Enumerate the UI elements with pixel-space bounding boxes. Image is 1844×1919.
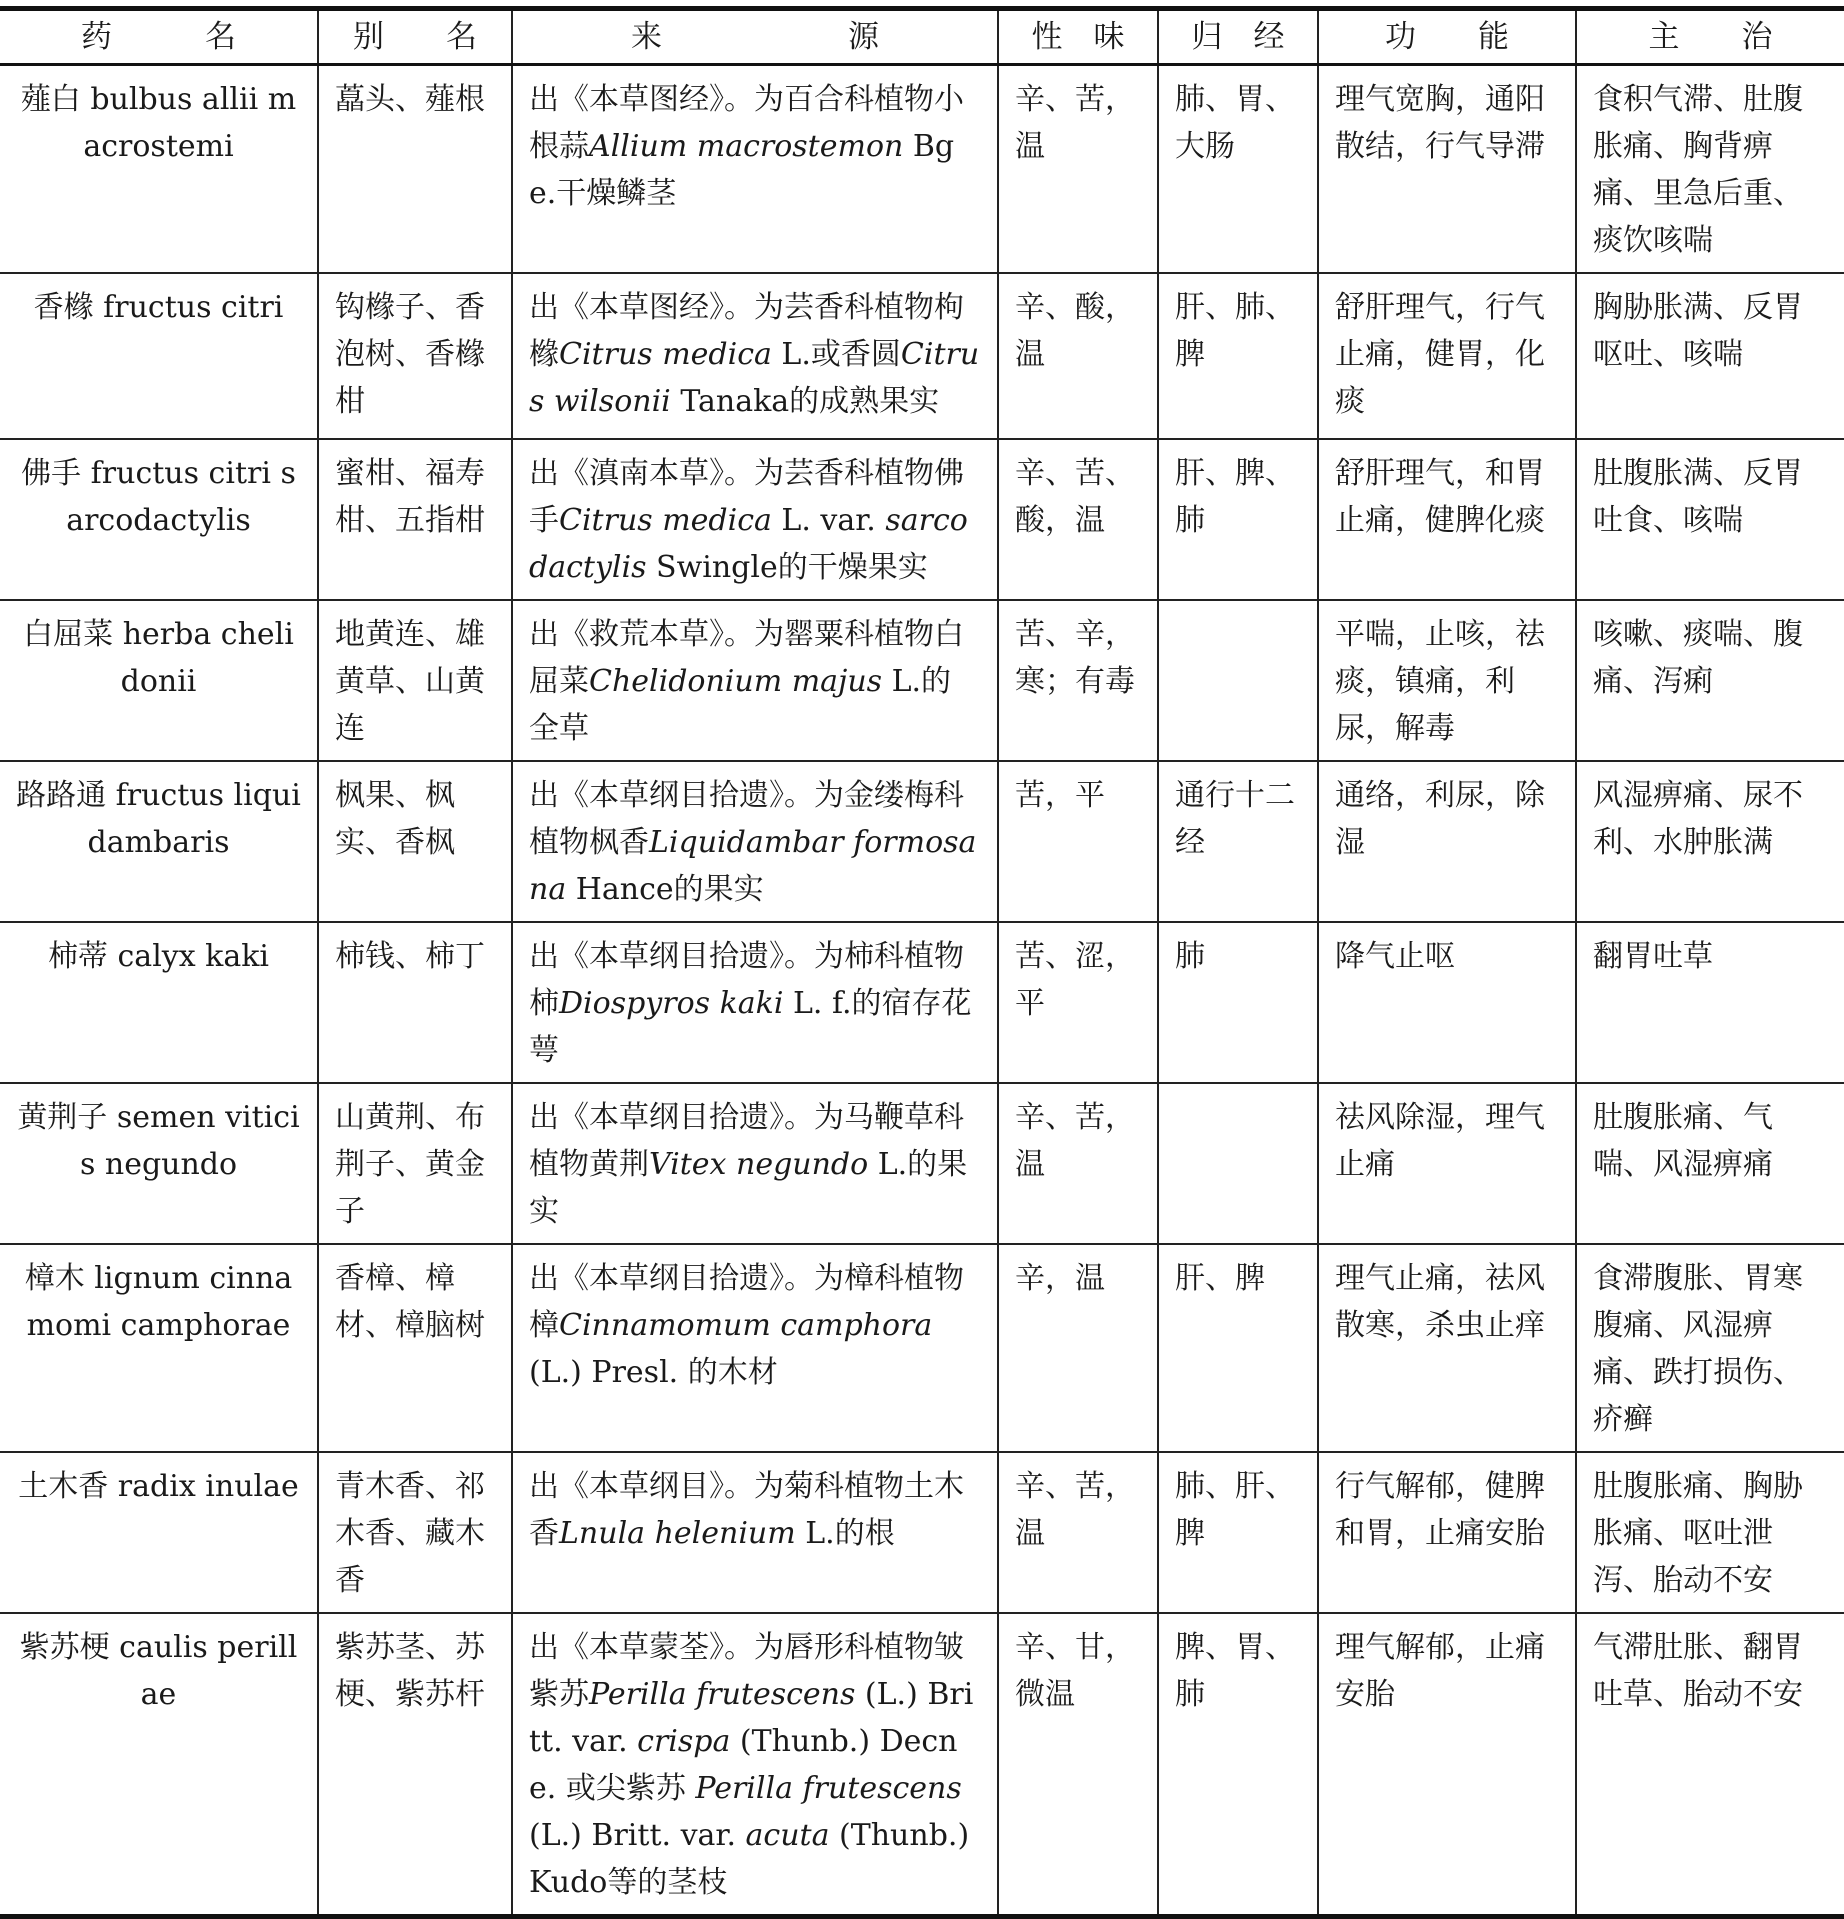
source-text: L.的全草 <box>529 664 952 746</box>
drug-name-latin: caulis perillae <box>119 1630 298 1712</box>
source-binomial: Citrus medica <box>559 337 772 372</box>
source-text: (Thunb.) Decne. 或尖紫苏 <box>529 1724 958 1806</box>
herb-table <box>0 6 1844 1919</box>
cell-nature-flavor: 辛、苦，温 <box>998 1452 1158 1613</box>
cell-nature-flavor: 辛、苦、酸，温 <box>998 439 1158 600</box>
cell-alias: 山黄荆、布荆子、黄金子 <box>318 1083 512 1244</box>
cell-function: 祛风除湿，理气止痛 <box>1318 1083 1576 1244</box>
cell-indication: 肚腹胀痛、胸胁胀痛、呕吐泄泻、胎动不安 <box>1576 1452 1844 1613</box>
table-row <box>0 273 1844 439</box>
source-text: Swingle的干燥果实 <box>646 550 928 585</box>
header-alias: 别 名 <box>318 9 512 65</box>
source-binomial: Cinnamomum camphora <box>559 1308 933 1343</box>
drug-name-chinese: 柿蒂 <box>47 939 108 974</box>
source-text: L. f.的宿存花萼 <box>529 986 972 1068</box>
cell-function: 行气解郁，健脾和胃，止痛安胎 <box>1318 1452 1576 1613</box>
cell-meridian: 肺、肝、脾 <box>1158 1452 1318 1613</box>
cell-alias: 蜜柑、福寿柑、五指柑 <box>318 439 512 600</box>
header-nature-flavor: 性 味 <box>998 9 1158 65</box>
source-text: Hance的果实 <box>566 872 764 907</box>
source-text: 出《本草纲目拾遗》。为樟科植物樟 <box>529 1261 964 1343</box>
source-text: 出《本草图经》。为百合科植物小根蒜 <box>529 82 964 164</box>
cell-drug-name <box>0 1083 318 1244</box>
table-row <box>0 761 1844 922</box>
cell-alias: 枫果、枫实、香枫 <box>318 761 512 922</box>
cell-meridian: 通行十二经 <box>1158 761 1318 922</box>
table-body <box>0 65 1844 1917</box>
cell-meridian <box>1158 1083 1318 1244</box>
drug-name-latin: calyx kaki <box>117 939 270 974</box>
drug-name-latin: radix inulae <box>117 1469 299 1504</box>
drug-name-latin: fructus citri <box>103 290 284 325</box>
cell-indication: 肚腹胀满、反胃吐食、咳喘 <box>1576 439 1844 600</box>
cell-alias: 地黄连、雄黄草、山黄连 <box>318 600 512 761</box>
drug-name-chinese: 樟木 <box>24 1261 85 1296</box>
header-drug-name: 药 名 <box>0 9 318 65</box>
header-indication: 主 治 <box>1576 9 1844 65</box>
source-text: Tanaka的成熟果实 <box>670 384 940 419</box>
source-text: 出《本草蒙荃》。为唇形科植物皱紫苏 <box>529 1630 964 1712</box>
cell-source <box>512 1083 998 1244</box>
cell-function: 平喘，止咳，祛痰，镇痛，利尿，解毒 <box>1318 600 1576 761</box>
table-row <box>0 1452 1844 1613</box>
cell-meridian: 脾、胃、肺 <box>1158 1613 1318 1917</box>
cell-function: 理气宽胸，通阳散结，行气导滞 <box>1318 65 1576 274</box>
source-text: 出《滇南本草》。为芸香科植物佛手 <box>529 456 964 538</box>
source-text: 出《本草纲目拾遗》。为柿科植物柿 <box>529 939 964 1021</box>
source-text: L.的根 <box>795 1516 895 1551</box>
drug-name-latin: fructus liquidambaris <box>87 778 301 860</box>
drug-name-chinese: 佛手 <box>21 456 82 491</box>
source-binomial: Perilla frutescens <box>589 1677 856 1712</box>
cell-indication: 食滞腹胀、胃寒腹痛、风湿痹痛、跌打损伤、疥癣 <box>1576 1244 1844 1452</box>
source-binomial: Citrus medica <box>559 503 772 538</box>
drug-name-chinese: 黄荆子 <box>17 1100 108 1135</box>
cell-meridian: 肺、胃、大肠 <box>1158 65 1318 274</box>
source-text: (L.) Britt. var. <box>529 1677 974 1759</box>
drug-name-latin: bulbus allii macrostemi <box>83 82 297 164</box>
source-text: L.或香圆 <box>771 337 901 372</box>
drug-name-chinese: 香橼 <box>33 290 94 325</box>
cell-drug-name <box>0 1613 318 1917</box>
cell-source <box>512 65 998 274</box>
cell-indication: 肚腹胀痛、气喘、风湿痹痛 <box>1576 1083 1844 1244</box>
header-source: 来 源 <box>512 9 998 65</box>
cell-drug-name <box>0 600 318 761</box>
cell-meridian: 肺 <box>1158 922 1318 1083</box>
cell-meridian: 肝、脾、肺 <box>1158 439 1318 600</box>
cell-source <box>512 922 998 1083</box>
source-text: (L.) Presl. 的木材 <box>529 1355 778 1390</box>
cell-nature-flavor: 苦、辛，寒；有毒 <box>998 600 1158 761</box>
source-text: (L.) Britt. var. <box>529 1818 746 1853</box>
source-binomial: sarcodactylis <box>529 503 968 585</box>
cell-meridian: 肝、脾 <box>1158 1244 1318 1452</box>
cell-nature-flavor: 辛、苦，温 <box>998 1083 1158 1244</box>
source-text: 出《本草纲目拾遗》。为马鞭草科植物黄荆 <box>529 1100 964 1182</box>
cell-function: 舒肝理气，行气止痛，健胃，化痰 <box>1318 273 1576 439</box>
drug-name-chinese: 薤白 <box>20 82 81 117</box>
cell-indication: 气滞肚胀、翻胃吐草、胎动不安 <box>1576 1613 1844 1917</box>
cell-indication: 食积气滞、肚腹胀痛、胸背痹痛、里急后重、痰饮咳喘 <box>1576 65 1844 274</box>
cell-nature-flavor: 苦、涩，平 <box>998 922 1158 1083</box>
table-row <box>0 439 1844 600</box>
drug-name-latin: fructus citri sarcodactylis <box>66 456 296 538</box>
source-text: 出《本草纲目拾遗》。为金缕梅科植物枫香 <box>529 778 964 860</box>
cell-drug-name <box>0 761 318 922</box>
cell-source <box>512 1613 998 1917</box>
header-meridian: 归 经 <box>1158 9 1318 65</box>
cell-drug-name <box>0 65 318 274</box>
source-binomial: Vitex negundo <box>649 1147 869 1182</box>
table-row <box>0 1083 1844 1244</box>
source-binomial: Liquidambar formosana <box>529 825 977 907</box>
cell-source <box>512 1452 998 1613</box>
cell-nature-flavor: 辛，温 <box>998 1244 1158 1452</box>
source-binomial: Chelidonium majus <box>589 664 883 699</box>
cell-indication: 胸胁胀满、反胃呕吐、咳喘 <box>1576 273 1844 439</box>
source-binomial: crispa <box>637 1724 731 1759</box>
table-row <box>0 922 1844 1083</box>
source-text: (Thunb.) Kudo等的茎枝 <box>529 1818 970 1900</box>
cell-alias: 钩橼子、香泡树、香橼柑 <box>318 273 512 439</box>
table-row <box>0 1613 1844 1917</box>
drug-name-chinese: 紫苏梗 <box>19 1630 110 1665</box>
source-binomial: Diospyros kaki <box>559 986 784 1021</box>
cell-drug-name <box>0 439 318 600</box>
source-text: Bge.干燥鳞茎 <box>529 129 955 211</box>
cell-indication: 咳嗽、痰喘、腹痛、泻痢 <box>1576 600 1844 761</box>
drug-name-chinese: 白屈菜 <box>23 617 114 652</box>
cell-source <box>512 1244 998 1452</box>
cell-meridian: 肝、肺、脾 <box>1158 273 1318 439</box>
cell-alias: 柿钱、柿丁 <box>318 922 512 1083</box>
source-binomial: Citrus wilsonii <box>529 337 980 419</box>
table-row <box>0 65 1844 274</box>
drug-name-latin: semen viticis negundo <box>79 1100 300 1182</box>
cell-alias: 青木香、祁木香、藏木香 <box>318 1452 512 1613</box>
source-binomial: Allium macrostemon <box>589 129 904 164</box>
cell-drug-name <box>0 922 318 1083</box>
cell-nature-flavor: 辛、苦，温 <box>998 65 1158 274</box>
drug-name-latin: herba chelidonii <box>120 617 294 699</box>
drug-name-chinese: 路路通 <box>16 778 107 813</box>
source-text: 出《救荒本草》。为罂粟科植物白屈菜 <box>529 617 964 699</box>
cell-nature-flavor: 苦，平 <box>998 761 1158 922</box>
cell-source <box>512 761 998 922</box>
cell-function: 理气止痛，祛风散寒，杀虫止痒 <box>1318 1244 1576 1452</box>
table-header <box>0 9 1844 65</box>
cell-nature-flavor: 辛、酸，温 <box>998 273 1158 439</box>
table-row <box>0 600 1844 761</box>
cell-function: 通络，利尿，除湿 <box>1318 761 1576 922</box>
cell-meridian <box>1158 600 1318 761</box>
source-binomial: Lnula helenium <box>559 1516 796 1551</box>
cell-indication: 翻胃吐草 <box>1576 922 1844 1083</box>
source-text: 出《本草纲目》。为菊科植物土木香 <box>529 1469 964 1551</box>
source-text: L.的果实 <box>529 1147 968 1229</box>
source-binomial: Perilla frutescens <box>695 1771 962 1806</box>
cell-source <box>512 600 998 761</box>
source-text: L. var. <box>771 503 886 538</box>
drug-name-chinese: 土木香 <box>18 1469 109 1504</box>
cell-alias: 藠头、薤根 <box>318 65 512 274</box>
source-text: 出《本草图经》。为芸香科植物枸橼 <box>529 290 964 372</box>
source-binomial: acuta <box>745 1818 830 1853</box>
cell-alias: 香樟、樟材、樟脑树 <box>318 1244 512 1452</box>
cell-source <box>512 439 998 600</box>
header-row <box>0 9 1844 65</box>
cell-indication: 风湿痹痛、尿不利、水肿胀满 <box>1576 761 1844 922</box>
cell-function: 理气解郁，止痛安胎 <box>1318 1613 1576 1917</box>
cell-function: 舒肝理气，和胃止痛，健脾化痰 <box>1318 439 1576 600</box>
cell-drug-name <box>0 1452 318 1613</box>
table-row <box>0 1244 1844 1452</box>
cell-source <box>512 273 998 439</box>
drug-name-latin: lignum cinnamomi camphorae <box>26 1261 293 1343</box>
cell-drug-name <box>0 273 318 439</box>
cell-alias: 紫苏茎、苏梗、紫苏杆 <box>318 1613 512 1917</box>
cell-nature-flavor: 辛、甘，微温 <box>998 1613 1158 1917</box>
cell-function: 降气止呕 <box>1318 922 1576 1083</box>
cell-drug-name <box>0 1244 318 1452</box>
header-function: 功 能 <box>1318 9 1576 65</box>
